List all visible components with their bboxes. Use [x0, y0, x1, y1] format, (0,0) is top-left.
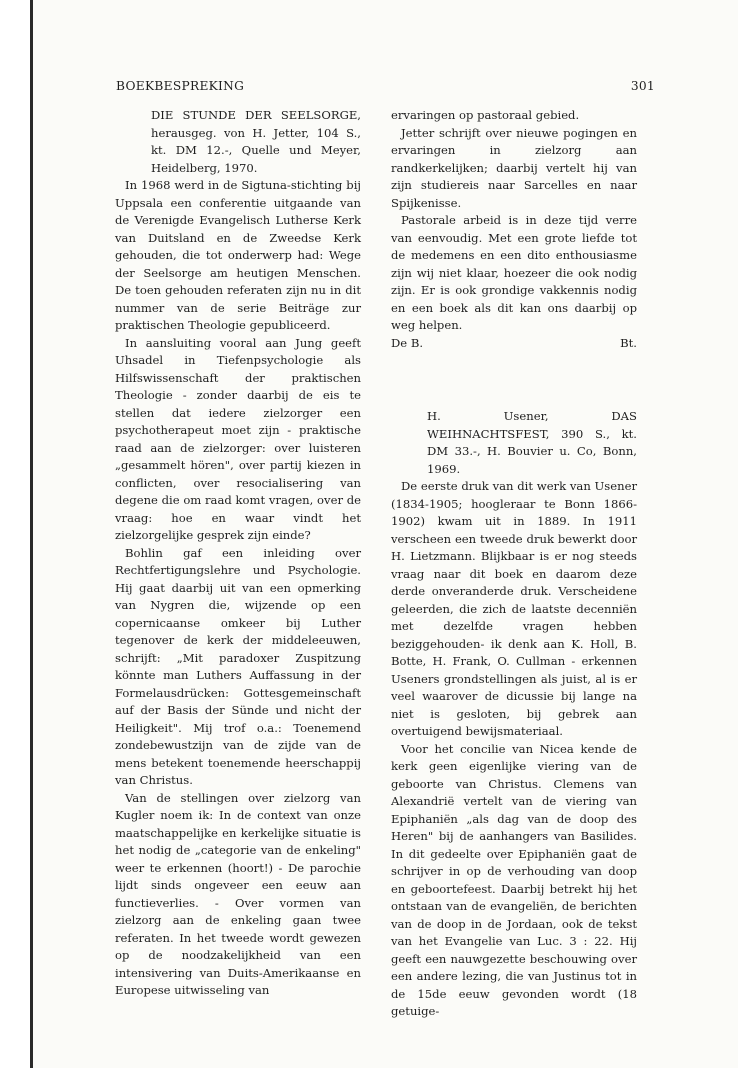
signature-abbrev: Bt. — [620, 335, 637, 350]
book-page — [30, 0, 738, 1068]
paragraph: In 1968 werd in de Sigtuna-stichting bij Uppsala een conferentie uitgaande van de Verenigde Evangelisch Lutherse Kerk van Duitsland en de Zweedse Kerk gehouden, die tot onderwerp had: Wege der Seelsorge am heutigen Menschen. De toen gehouden referaten zijn nu in dit nummer van de serie Beiträge zur praktischen Theologie gepubliceerd. — [115, 178, 361, 332]
book-reference: DIE STUNDE DER SEELSORGE, herausgeg. von H. Jetter, 104 S., kt. DM 12.-, Quelle und Meyer, Heidelberg, 1970. — [151, 108, 361, 175]
paragraph: Van de stellingen over zielzorg van Kugler noem ik: In de context van onze maatschappelijke en kerkelijke situatie is het nodig de „categorie van de enkeling" weer te erkennen (hoort!) - De parochie lijdt sinds ongeveer een eeuw aan functieverlies. - Over vormen van zielzorg aan de enkeling gaan twee referaten. In het tweede wordt gewezen op de noodzakelijkheid van een intensivering van Duits-Amerikaanse en Europese uitwisseling van — [115, 790, 361, 997]
left-column — [115, 107, 361, 1000]
reviewer-signature — [391, 335, 637, 353]
paragraph: De eerste druk van dit werk van Usener (1834-1905; hoogleraar te Bonn 1866-1902) kwam uit in 1889. In 1911 verscheen een tweede druk bewerkt door H. Lietzmann. Blijkbaar is er nog steeds vraag naar dit boek en daarom deze derde onveranderde druk. Verscheidene geleerden, die zich de laatste decenniën met dezelfde vragen hebben beziggehouden- ik denk aan K. Holl, B. Botte, H. Frank, O. Cullman - erkennen Useners grondstellingen als juist, al is er veel waarover de dicussie bij lange na niet is gesloten, bij gebrek aan overtuigend bewijsmateriaal. — [391, 479, 637, 738]
scan-margin — [0, 0, 30, 1068]
running-header — [116, 79, 655, 93]
section-title: BOEKBESPREKING — [116, 79, 245, 93]
paragraph: ervaringen op pastoraal gebied. — [391, 108, 580, 122]
book-reference: H. Usener, DAS WEIHNACHTSFEST, 390 S., kt. DM 33.-, H. Bouvier u. Co, Bonn, 1969. — [427, 409, 637, 476]
page-number: 301 — [630, 79, 655, 93]
paragraph: Bohlin gaf een inleiding over Rechtfertigungslehre und Psychologie. Hij gaat daarbij uit van een opmerking van Nygren die, wijzende op een copernicaanse omkeer bij Luther tegenover de kerk der middeleeuwen, schrijft: „Mit paradoxer Zuspitzung könnte man Luthers Auffassung in der Formelausdrücken: Gottesgemeinschaft auf der Basis der Sünde und nicht der Heiligkeit". Mij trof o.a.: Toenemend zondebewustzijn van de zijde van de mens betekent toenemende heerschappij van Christus. — [115, 545, 361, 787]
paragraph: Pastorale arbeid is in deze tijd verre van eenvoudig. Met een grote liefde tot de medemens en een dito enthousiasme zijn wij niet klaar, hoezeer die ook nodig zijn. Er is ook grondige vakkennis nodig en een boek als dit kan ons daarbij op weg helpen. — [391, 213, 637, 332]
paragraph: Voor het concilie van Nicea kende de kerk geen eigenlijke viering van de geboorte van Christus. Clemens van Alexandrië vertelt van de viering van Epiphaniën „als dag van de doop des Heren" bij de aanhangers van Basilides. In dit gedeelte over Epiphaniën gaat de schrijver in op de verhouding van doop en geboortefeest. Daarbij betrekt hij het ontstaan van de evangeliën, de berichten van de doop in de Jordaan, ook de tekst van het Evangelie van Luc. 3 : 22. Hij geeft een nauwgezette beschouwing over een andere lezing, die van Justinus tot in de 15de eeuw gevonden wordt (18 getuige- — [391, 741, 637, 1018]
right-column — [391, 107, 637, 1021]
signature-initials: De B. — [391, 335, 424, 350]
paragraph: In aansluiting vooral aan Jung geeft Uhsadel in Tiefenpsychologie als Hilfswissenschaft der praktischen Theologie - zonder daarbij de eis te stellen dat iedere zielzorger een psychotherapeut moet zijn - praktische raad aan de zielzorger: over luisteren „gesammelt hören", over partij kiezen in conflicten, over resocialisering van degene die om raad komt vragen, over de vraag: hoe en waar vindt het zielzorgelijke gesprek zijn einde? — [115, 335, 361, 542]
paragraph: Jetter schrijft over nieuwe pogingen en ervaringen in zielzorg aan randkerkelijken; daarbij vertelt hij van zijn studiereis naar Sarcelles en naar Spijkenisse. — [391, 125, 637, 210]
